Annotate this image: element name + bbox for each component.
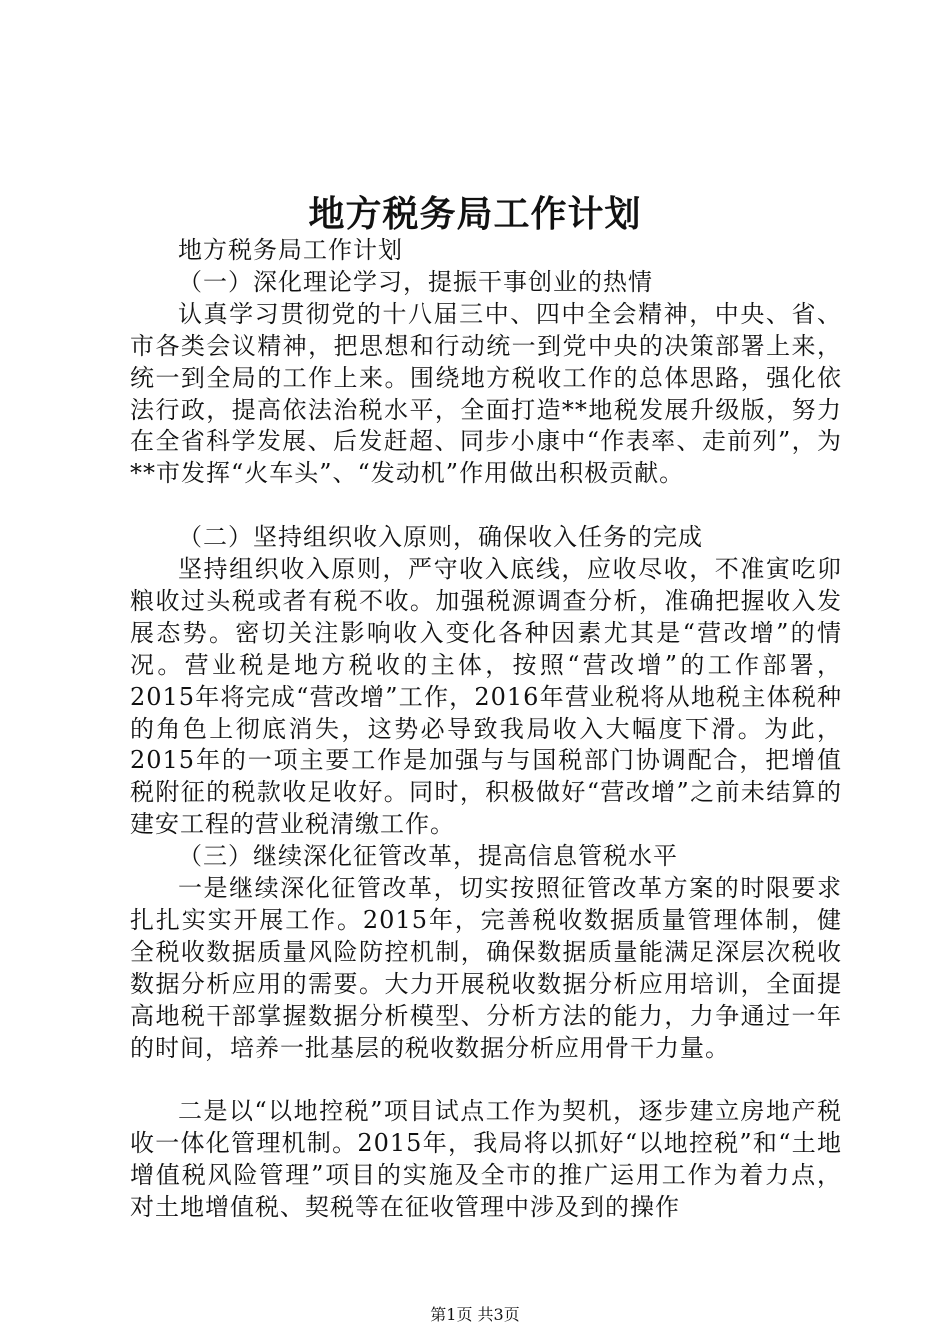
section-heading-3: （三）继续深化征管改革，提高信息管税水平: [178, 842, 678, 871]
section-1-paragraph: 认真学习贯彻党的十八届三中、四中全会精神，中央、省、市各类会议精神，把思想和行动统一到党中央的决策部署上来，统一到全局的工作上来。围绕地方税收工作的总体思路，强化依法行政，提高依法治税水平，全面打造**地税发展升级版，努力在全省科学发展、后发赶超、同步小康中“作表率、走前列”，为**市发挥“火车头”、“发动机”作用做出积极贡献。: [130, 299, 842, 488]
section-heading-2: （二）坚持组织收入原则，确保收入任务的完成: [178, 523, 703, 552]
section-heading-1: （一）深化理论学习，提振干事创业的热情: [178, 267, 653, 296]
document-body: [130, 235, 842, 1224]
section-2-paragraph: 坚持组织收入原则，严守收入底线，应收尽收，不准寅吃卯粮收过头税或者有税不收。加强税源调查分析，准确把握收入发展态势。密切关注影响收入变化各种因素尤其是“营改增”的情况。营业税是地方税收的主体，按照“营改增”的工作部署，2015年将完成“营改增”工作，2016年营业税将从地税主体税种的角色上彻底消失，这势必导致我局收入大幅度下滑。为此，2015年的一项主要工作是加强与与国税部门协调配合，把增值税附征的税款收足收好。同时，积极做好“营改增”之前未结算的建安工程的营业税清缴工作。: [130, 555, 842, 839]
document-title: 地方税务局工作计划: [308, 193, 642, 235]
section-3-paragraph-2: 二是以“以地控税”项目试点工作为契机，逐步建立房地产税收一体化管理机制。2015年，我局将以抓好“以地控税”和“土地增值税风险管理”项目的实施及全市的推广运用工作为着力点，对土地增值税、契税等在征收管理中涉及到的操作: [130, 1097, 842, 1222]
section-3-paragraph-1: 一是继续深化征管改革，切实按照征管改革方案的时限要求扎扎实实开展工作。2015年，完善税收数据质量管理体制，健全税收数据质量风险防控机制，确保数据质量能满足深层次税收数据分析应用的需要。大力开展税收数据分析应用培训，全面提高地税干部掌握数据分析模型、分析方法的能力，力争通过一年的时间，培养一批基层的税收数据分析应用骨干力量。: [130, 874, 842, 1062]
document-subtitle: 地方税务局工作计划: [178, 236, 403, 264]
page-footer: 第1页 共3页: [430, 1305, 520, 1324]
